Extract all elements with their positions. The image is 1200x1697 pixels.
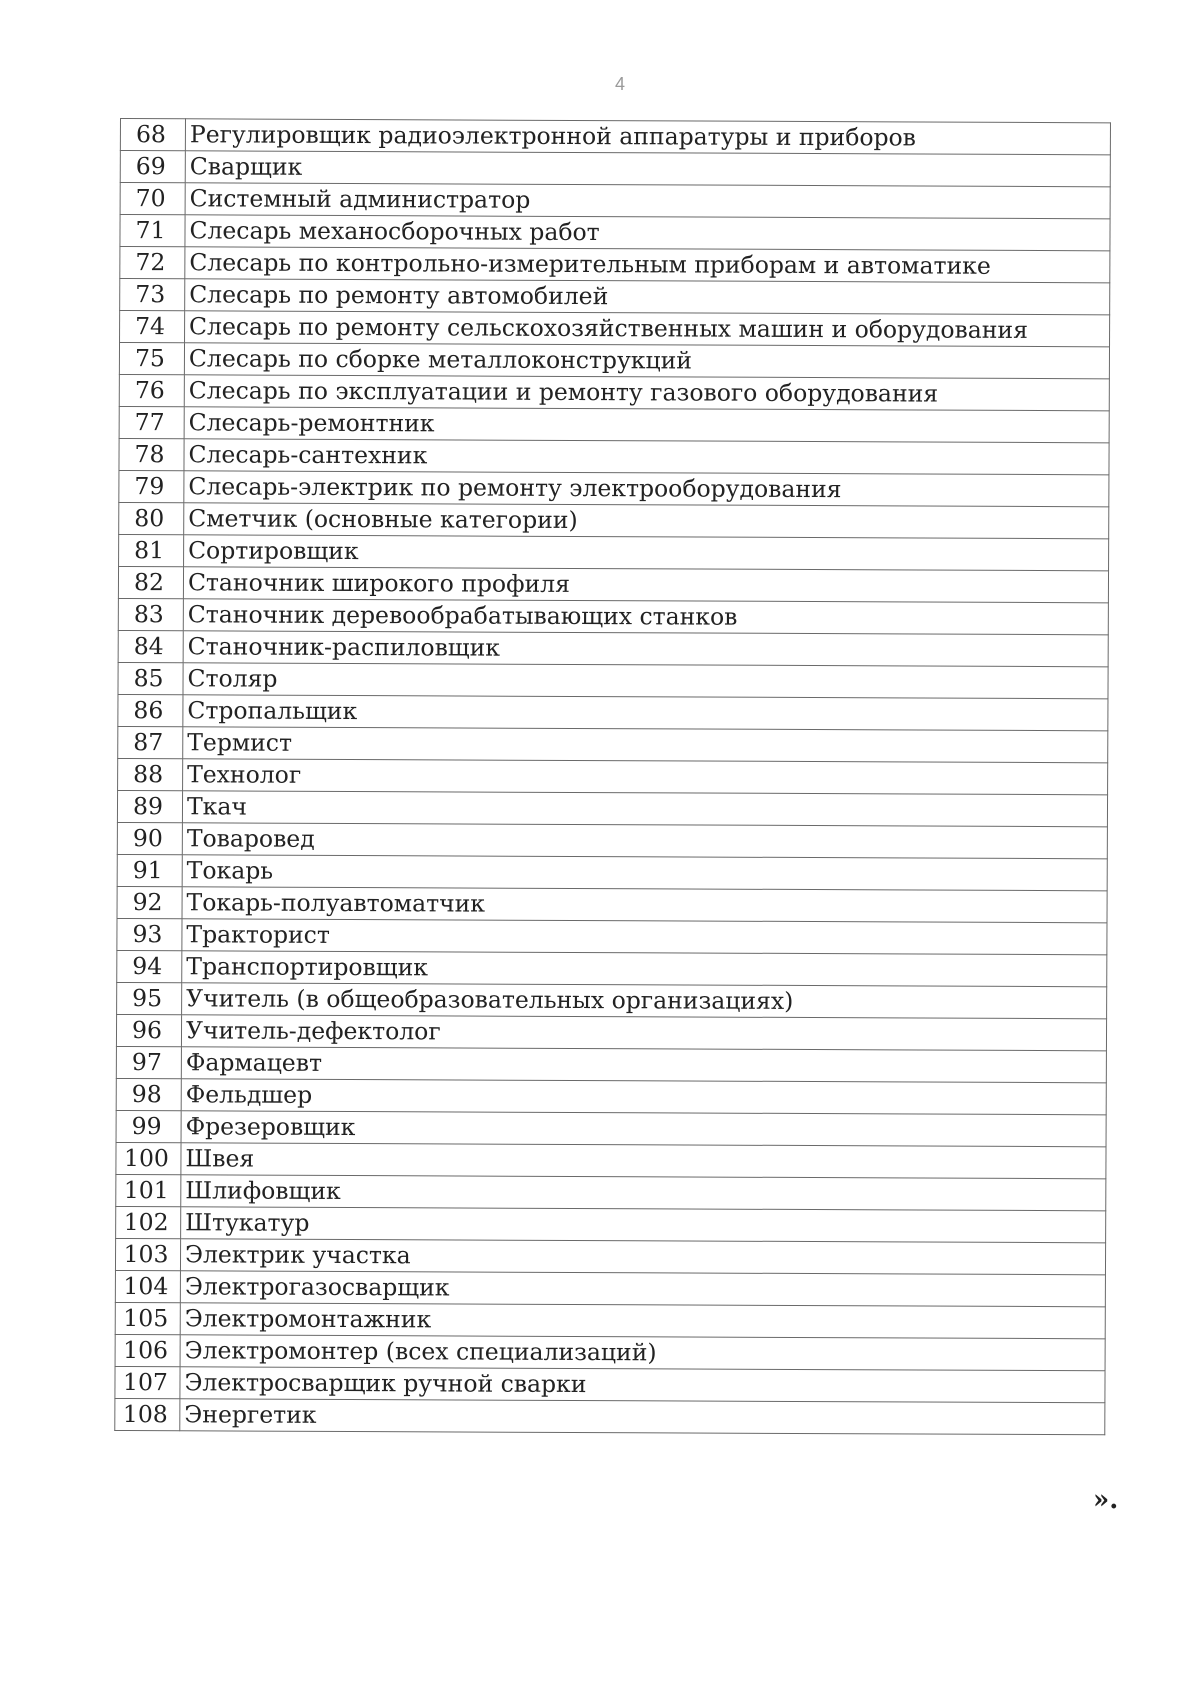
row-number-cell: 100 (116, 1142, 181, 1174)
profession-name-cell: Швея (181, 1143, 1106, 1179)
table-row (115, 1238, 1105, 1274)
table-row (116, 1174, 1106, 1210)
table-row (117, 822, 1107, 858)
profession-name-cell: Учитель-дефектолог (181, 1015, 1106, 1051)
row-number-cell: 89 (117, 790, 182, 822)
row-number-cell: 106 (115, 1334, 180, 1366)
row-number-cell: 90 (117, 822, 182, 854)
row-number-cell: 79 (119, 470, 184, 502)
professions-table-body (115, 119, 1111, 1435)
table-row (116, 1206, 1106, 1242)
profession-name-cell: Слесарь по контрольно-измерительным приборам и автоматике (185, 247, 1110, 283)
profession-name-cell: Электросварщик ручной сварки (180, 1367, 1105, 1403)
table-row (115, 1270, 1105, 1306)
table-row (120, 183, 1110, 219)
table-row (118, 598, 1108, 634)
profession-name-cell: Сортировщик (184, 535, 1109, 571)
table-row (118, 662, 1108, 698)
row-number-cell: 98 (116, 1078, 181, 1110)
table-row (117, 950, 1107, 986)
table-row (116, 1046, 1106, 1082)
profession-name-cell: Токарь (182, 855, 1107, 891)
profession-name-cell: Станочник деревообрабатывающих станков (183, 599, 1108, 635)
profession-name-cell: Термист (183, 727, 1108, 763)
row-number-cell: 78 (119, 438, 184, 470)
profession-name-cell: Штукатур (181, 1207, 1106, 1243)
table-row (120, 247, 1110, 283)
table-row (120, 119, 1110, 155)
row-number-cell: 76 (119, 374, 184, 406)
profession-name-cell: Сварщик (185, 151, 1110, 187)
row-number-cell: 74 (120, 311, 185, 343)
row-number-cell: 99 (116, 1110, 181, 1142)
table-row (119, 343, 1109, 379)
profession-name-cell: Слесарь по эксплуатации и ремонту газового оборудования (184, 375, 1109, 411)
profession-name-cell: Слесарь механосборочных работ (185, 215, 1110, 251)
row-number-cell: 97 (116, 1046, 181, 1078)
profession-name-cell: Слесарь по ремонту сельскохозяйственных машин и оборудования (185, 311, 1110, 347)
table-row (115, 1302, 1105, 1338)
row-number-cell: 88 (118, 758, 183, 790)
table-row (119, 502, 1109, 538)
row-number-cell: 73 (120, 279, 185, 311)
row-number-cell: 86 (118, 694, 183, 726)
table-row (115, 1366, 1105, 1402)
profession-name-cell: Слесарь-электрик по ремонту электрооборудования (184, 471, 1109, 507)
profession-name-cell: Электромонтажник (180, 1303, 1105, 1339)
profession-name-cell: Фрезеровщик (181, 1111, 1106, 1147)
profession-name-cell: Учитель (в общеобразовательных организациях) (182, 983, 1107, 1019)
profession-name-cell: Слесарь-сантехник (184, 439, 1109, 475)
profession-name-cell: Товаровед (182, 823, 1107, 859)
table-row (116, 1110, 1106, 1146)
profession-name-cell: Ткач (182, 791, 1107, 827)
row-number-cell: 72 (120, 247, 185, 279)
table-row (118, 726, 1108, 762)
row-number-cell: 93 (117, 918, 182, 950)
table-row (119, 406, 1109, 442)
row-number-cell: 75 (119, 343, 184, 375)
table-row (117, 854, 1107, 890)
profession-name-cell: Электромонтер (всех специализаций) (180, 1335, 1105, 1371)
profession-name-cell: Энергетик (180, 1399, 1105, 1435)
table-row (120, 311, 1110, 347)
row-number-cell: 81 (119, 534, 184, 566)
row-number-cell: 103 (115, 1238, 180, 1270)
table-row (116, 1142, 1106, 1178)
table-row (115, 1398, 1105, 1434)
table-row (120, 151, 1110, 187)
profession-name-cell: Системный администратор (185, 183, 1110, 219)
row-number-cell: 101 (116, 1174, 181, 1206)
table-row (119, 470, 1109, 506)
profession-name-cell: Электрик участка (180, 1239, 1105, 1275)
table-row (120, 279, 1110, 315)
profession-name-cell: Столяр (183, 663, 1108, 699)
table-row (118, 694, 1108, 730)
professions-table-container (114, 118, 1110, 1435)
row-number-cell: 91 (117, 854, 182, 886)
profession-name-cell: Стропальщик (183, 695, 1108, 731)
profession-name-cell: Сметчик (основные категории) (184, 503, 1109, 539)
row-number-cell: 70 (120, 183, 185, 215)
profession-name-cell: Регулировщик радиоэлектронной аппаратуры и приборов (185, 119, 1110, 155)
table-row (117, 886, 1107, 922)
table-row (117, 982, 1107, 1018)
table-row (119, 374, 1109, 410)
profession-name-cell: Шлифовщик (181, 1175, 1106, 1211)
row-number-cell: 94 (117, 950, 182, 982)
table-row (118, 758, 1108, 794)
page-number: 4 (614, 74, 625, 94)
row-number-cell: 71 (120, 215, 185, 247)
table-row (119, 438, 1109, 474)
table-row (117, 790, 1107, 826)
row-number-cell: 84 (118, 630, 183, 662)
row-number-cell: 85 (118, 662, 183, 694)
row-number-cell: 105 (115, 1302, 180, 1334)
profession-name-cell: Станочник широкого профиля (183, 567, 1108, 603)
profession-name-cell: Слесарь-ремонтник (184, 407, 1109, 443)
profession-name-cell: Слесарь по ремонту автомобилей (185, 279, 1110, 315)
profession-name-cell: Токарь-полуавтоматчик (182, 887, 1107, 923)
row-number-cell: 107 (115, 1366, 180, 1398)
closing-quote-mark: ». (1093, 1485, 1119, 1515)
row-number-cell: 95 (117, 982, 182, 1014)
profession-name-cell: Технолог (183, 759, 1108, 795)
professions-table (114, 118, 1111, 1435)
row-number-cell: 102 (116, 1206, 181, 1238)
row-number-cell: 68 (120, 119, 185, 151)
row-number-cell: 104 (115, 1270, 180, 1302)
profession-name-cell: Фармацевт (181, 1047, 1106, 1083)
row-number-cell: 108 (115, 1398, 180, 1430)
profession-name-cell: Электрогазосварщик (180, 1271, 1105, 1307)
row-number-cell: 77 (119, 406, 184, 438)
row-number-cell: 96 (116, 1014, 181, 1046)
row-number-cell: 82 (118, 566, 183, 598)
profession-name-cell: Станочник-распиловщик (183, 631, 1108, 667)
table-row (116, 1078, 1106, 1114)
row-number-cell: 92 (117, 886, 182, 918)
profession-name-cell: Фельдшер (181, 1079, 1106, 1115)
profession-name-cell: Тракторист (182, 919, 1107, 955)
row-number-cell: 83 (118, 598, 183, 630)
table-row (118, 630, 1108, 666)
profession-name-cell: Слесарь по сборке металлоконструкций (184, 343, 1109, 379)
row-number-cell: 69 (120, 151, 185, 183)
row-number-cell: 87 (118, 726, 183, 758)
table-row (116, 1014, 1106, 1050)
table-row (118, 566, 1108, 602)
table-row (117, 918, 1107, 954)
table-row (120, 215, 1110, 251)
table-row (119, 534, 1109, 570)
profession-name-cell: Транспортировщик (182, 951, 1107, 987)
row-number-cell: 80 (119, 502, 184, 534)
table-row (115, 1334, 1105, 1370)
